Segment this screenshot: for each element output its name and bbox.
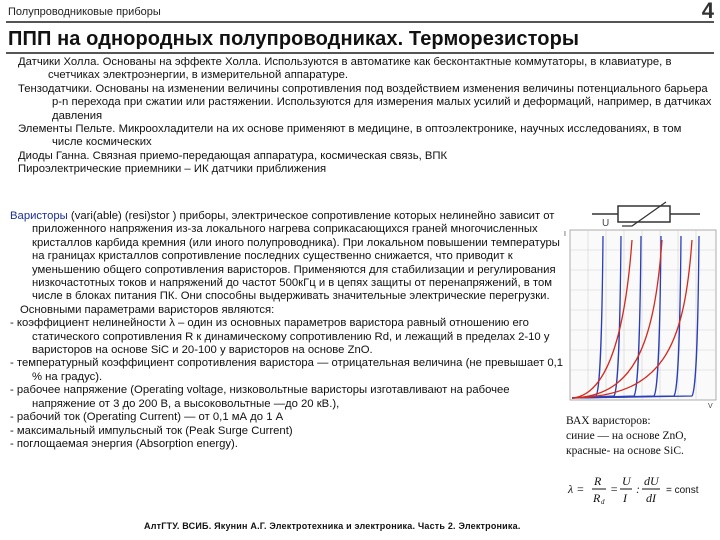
intro-list xyxy=(14,56,714,177)
intro-item-tenso: Тензодатчики. Основаны на изменении величины сопротивления под воздействием изменения величины потенциального барьера p-n перехода при сжатии или растяжении. Используются для измерения малых усилий и деформаций, например, в датчиках давления xyxy=(18,82,712,122)
figure-caption xyxy=(566,414,716,459)
page-title: ППП на однородных полупроводниках. Терморезисторы xyxy=(8,28,580,50)
caption-title: ВАХ варисторов: xyxy=(566,415,651,427)
svg-text:R: R xyxy=(594,474,602,488)
plot-area xyxy=(564,230,716,410)
page-number: 4 xyxy=(701,0,714,23)
title-rule xyxy=(6,52,714,54)
param-item: - температурный коэффициент сопротивления варистора — отрицательная величина (не превышает 0,1 % на градус). xyxy=(10,357,564,383)
param-item: - рабочий ток (Operating Current) — от 0,1 мА до 1 А xyxy=(10,411,284,424)
intro-item-hall: Датчики Холла. Основаны на эффекте Холла. Используются в автоматике как бесконтактные коммутаторы, в клавиатуре, в счетчиках электроэнергии, в измерительной аппаратуре. xyxy=(18,56,672,82)
svg-text:U: U xyxy=(622,474,631,488)
svg-text:I: I xyxy=(623,491,627,505)
formula-const: = const xyxy=(666,485,699,496)
iv-chart xyxy=(562,200,718,410)
param-item: - поглощаемая энергия (Absorption energy). xyxy=(10,437,238,450)
params-heading: Основными параметрами варисторов являются: xyxy=(20,303,275,316)
svg-text:dI: dI xyxy=(646,491,656,505)
section-header: Полупроводниковые приборы xyxy=(8,6,161,18)
header-rule xyxy=(6,21,714,23)
varistor-symbol xyxy=(592,202,700,229)
caption-zno: синие — на основе ZnO, xyxy=(566,430,687,442)
symbol-label: U xyxy=(602,218,610,229)
varistor-term: Варисторы xyxy=(10,210,68,222)
x-axis-label: V xyxy=(708,403,713,410)
lambda-formula xyxy=(566,470,716,508)
param-item: - коэффициент нелинейности λ – один из основных параметров варистора равный отношению его статического сопротивления R к динамическому сопротивлению Rd, и лежащий в пределах 2-10 у варисторов на основе SiC и 20-100 у варисторов на основе ZnO. xyxy=(10,317,550,357)
varistor-definition: Варисторы (vari(able) (resi)stor ) приборы, электрическое сопротивление которых нелинейно зависит от приложенного напряжения из-за локального нагрева соприкасающихся граней многочисленных кристаллов карбида кремния (или иного полупроводника). При локальном повышении температуры на границах кристаллов сопротивление последних существенно снижается, что приводит к уменьшению общего сопротивления варисторов. Применяются для стабилизации и регулирования низкочастотных токов и напряжений до частот 500кГц и в цепях защиты от перенапряжений, в том числе в блоках питания ПК. Они способны выдерживать значительные электрические перегрузки. xyxy=(10,210,560,303)
svg-text:=: = xyxy=(610,482,619,496)
svg-text:R: R xyxy=(593,491,601,505)
svg-text::: : xyxy=(636,482,640,496)
footer-credit: АлтГТУ. ВСИБ. Якунин А.Г. Электротехника и электроника. Часть 2. Электроника. xyxy=(144,521,521,531)
svg-text:λ =: λ = xyxy=(568,482,585,496)
varistor-section xyxy=(6,210,566,451)
intro-item-gunn: Диоды Ганна. Связная приемо-передающая аппаратура, космическая связь, ВПК xyxy=(18,149,448,162)
y-axis-label: I xyxy=(564,231,566,238)
param-item: - максимальный импульсный ток (Peak Surge Current) xyxy=(10,424,293,437)
intro-item-pyro: Пироэлектрические приемники – ИК датчики приближения xyxy=(18,163,327,176)
param-item: - рабочее напряжение (Operating voltage, низковольтные варисторы изготавливают на рабочее напряжение от 3 до 200 В, а высоковольтные —до 20 кВ.), xyxy=(10,384,510,410)
caption-sic: красные- на основе SiC. xyxy=(566,445,684,457)
svg-text:d: d xyxy=(601,498,605,506)
svg-text:dU: dU xyxy=(644,474,659,488)
intro-item-peltier: Элементы Пельте. Микроохладители на их основе применяют в медицине, в оптоэлектронике, научных исследованиях, в том числе космических xyxy=(18,123,682,149)
